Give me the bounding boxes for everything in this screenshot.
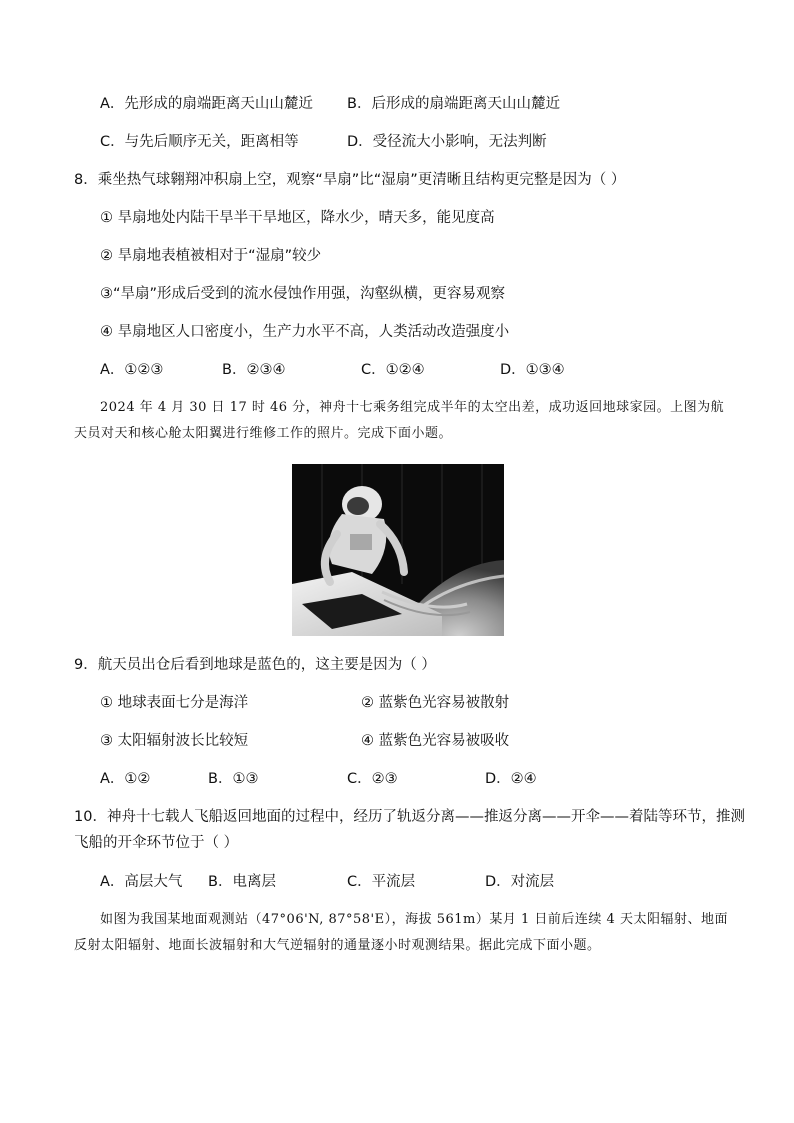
q7-option-d: D．受径流大小影响，无法判断 <box>347 134 547 150</box>
q8-statement-4: ④ 旱扇地区人口密度小，生产力水平不高，人类活动改造强度小 <box>100 324 510 340</box>
q9-option-a: A．①② <box>100 771 151 787</box>
intro-1-line-2: 天员对天和核心舱太阳翼进行维修工作的照片。完成下面小题。 <box>74 426 453 441</box>
q7-option-a: A．先形成的扇端距离天山山麓近 <box>100 96 313 112</box>
q9-statement-1: ① 地球表面七分是海洋 <box>100 695 249 711</box>
q7-option-b: B．后形成的扇端距离天山山麓近 <box>347 96 560 112</box>
q10-option-d: D．对流层 <box>485 874 555 890</box>
q9-statement-2: ② 蓝紫色光容易被散射 <box>361 695 510 711</box>
q8-statement-3: ③“旱扇”形成后受到的流水侵蚀作用强，沟壑纵横，更容易观察 <box>100 286 506 302</box>
q10-option-c: C．平流层 <box>347 874 416 890</box>
q9-option-d: D．②④ <box>485 771 537 787</box>
q10-stem-line-2: 飞船的开伞环节位于（ ） <box>74 835 239 851</box>
intro-2-line-2: 反射太阳辐射、地面长波辐射和大气逆辐射的通量逐小时观测结果。据此完成下面小题。 <box>74 938 601 953</box>
q10-stem-line-1: 10．神舟十七载人飞船返回地面的过程中，经历了轨返分离——推返分离——开伞——着陆等环节，推测 <box>74 809 745 825</box>
q9-stem: 9．航天员出仓后看到地球是蓝色的，这主要是因为（ ） <box>74 657 436 673</box>
q9-option-b: B．①③ <box>208 771 259 787</box>
q7-option-c: C．与先后顺序无关，距离相等 <box>100 134 299 150</box>
q9-statement-3: ③ 太阳辐射波长比较短 <box>100 733 249 749</box>
q8-option-a: A．①②③ <box>100 362 164 378</box>
intro-2-line-1: 如图为我国某地面观测站（47°06'N, 87°58'E），海拔 561m）某月 1 日前后连续 4 天太阳辐射、地面 <box>100 912 728 927</box>
q8-option-b: B．②③④ <box>222 362 286 378</box>
intro-1-line-1: 2024 年 4 月 30 日 17 时 46 分，神舟十七乘务组完成半年的太空出差，成功返回地球家园。上图为航 <box>100 400 725 415</box>
astronaut-photo <box>292 464 504 636</box>
q8-stem: 8．乘坐热气球翱翔冲积扇上空，观察“旱扇”比“湿扇”更清晰且结构更完整是因为（ ） <box>74 172 626 188</box>
q8-option-d: D．①③④ <box>500 362 565 378</box>
q9-statement-4: ④ 蓝紫色光容易被吸收 <box>361 733 510 749</box>
q8-statement-2: ② 旱扇地表植被相对于“湿扇”较少 <box>100 248 322 264</box>
q8-statement-1: ① 旱扇地处内陆干旱半干旱地区，降水少，晴天多，能见度高 <box>100 210 495 226</box>
q10-option-b: B．电离层 <box>208 874 276 890</box>
q9-option-c: C．②③ <box>347 771 398 787</box>
q10-option-a: A．高层大气 <box>100 874 183 890</box>
q8-option-c: C．①②④ <box>361 362 425 378</box>
